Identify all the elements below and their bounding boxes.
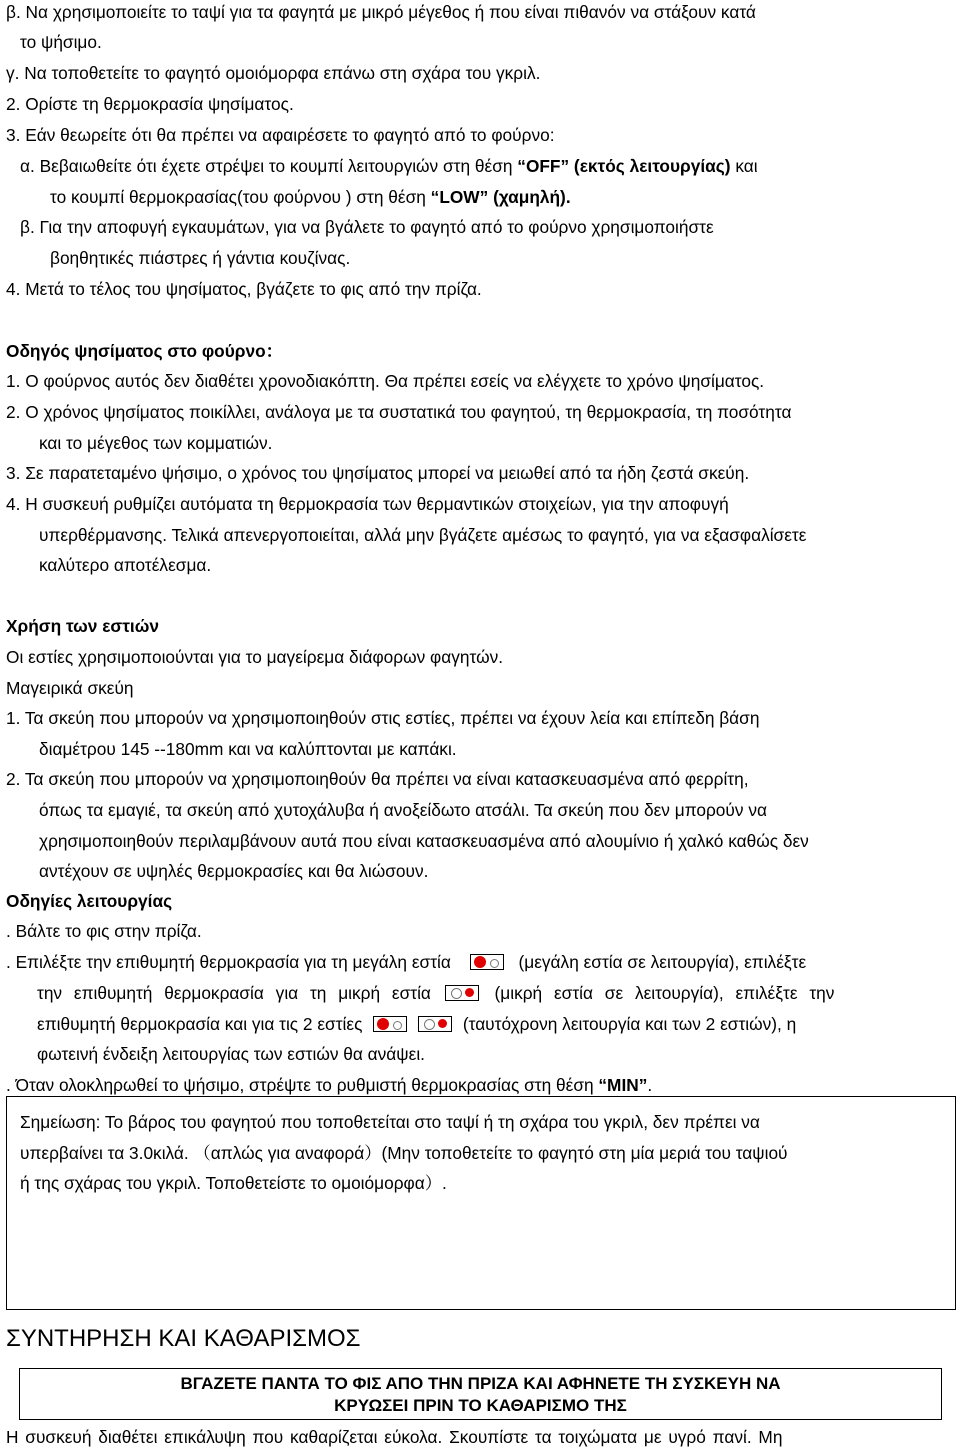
small-hob-icon xyxy=(418,1016,452,1032)
large-hob-icon xyxy=(373,1016,407,1032)
guide-item-4-line2: υπερθέρμανσης. Τελικά απενεργοποιείται, αλλά μην βγάζετε αμέσως το φαγητό, για να εξασφαλίσετε xyxy=(39,525,807,545)
small-hob-icon xyxy=(445,985,479,1001)
ops-step-3 xyxy=(6,1072,652,1098)
ops-step-1: . Βάλτε το φις στην πρίζα. xyxy=(6,921,202,941)
ops-step-2-line1 xyxy=(6,949,806,975)
text: την επιθυμητή θερμοκρασία για τη μικρή εστία xyxy=(37,983,431,1003)
cookware-2-line4: αντέχουν σε υψηλές θερμοκρασίες και θα λιώσουν. xyxy=(39,861,429,881)
small-hob-dot xyxy=(465,988,474,997)
guide-item-4-line3: καλύτερο αποτέλεσμα. xyxy=(39,555,212,575)
step-b-line2: το ψήσιμο. xyxy=(20,32,102,52)
text: (μικρή εστία σε λειτουργία), επιλέξτε την xyxy=(494,983,835,1003)
ops-step-2-line4: φωτεινή ένδειξη λειτουργίας των εστιών θα ανάψει. xyxy=(37,1044,425,1064)
note-line-2: υπερβαίνει τα 3.0κιλά. （απλώς για αναφορά）(Μην τοποθετείτε το φαγητό στη μία μεριά του ταψιού xyxy=(20,1143,788,1163)
cookware-label: Μαγειρικά σκεύη xyxy=(6,678,134,698)
guide-item-1: 1. Ο φούρνος αυτός δεν διαθέτει χρονοδιακόπτη. Θα πρέπει εσείς να ελέγχετε το χρόνο ψησίματος. xyxy=(6,371,765,391)
step-b-line1 xyxy=(6,0,958,25)
warning-box xyxy=(19,1368,942,1420)
warning-line-1: ΒΓΑΖΕΤΕ ΠΑΝΤΑ ΤΟ ΦΙΣ ΑΠΟ ΤΗΝ ΠΡΙΖΑ ΚΑΙ ΑΦΗΝΕΤΕ ΤΗ ΣΥΣΚΕΥΗ ΝΑ xyxy=(180,1374,781,1393)
maintenance-title: ΣΥΝΤΗΡΗΣΗ ΚΑΙ ΚΑΘΑΡΙΣΜΟΣ xyxy=(6,1325,361,1352)
large-hob-dot xyxy=(451,988,462,999)
cookware-2-line3: χρησιμοποιηθούν περιλαμβάνουν αυτά που είναι κατασκευασμένα από αλουμίνιο ή χαλκό καθώς δεν xyxy=(39,831,809,851)
low-label: “LOW” (χαμηλή). xyxy=(430,187,571,207)
text: . xyxy=(647,1075,653,1095)
large-hob-icon xyxy=(470,954,504,970)
text: . Όταν ολοκληρωθεί το ψήσιμο, στρέψτε το ρυθμιστή θερμοκρασίας στη θέση xyxy=(6,1075,599,1095)
guide-item-2-line2: και το μέγεθος των κομματιών. xyxy=(39,433,273,453)
step-b2-line2: βοηθητικές πιάστρες ή γάντια κουζίνας. xyxy=(50,248,351,268)
large-hob-dot xyxy=(377,1018,389,1030)
text: το κουμπί θερμοκρασίας(του φούρνου ) στη θέση xyxy=(50,187,431,207)
large-hob-dot xyxy=(424,1019,435,1030)
step-3: 3. Εάν θεωρείτε ότι θα πρέπει να αφαιρέσετε το φαγητό από το φούρνο: xyxy=(6,125,555,145)
ops-title: Οδηγίες λειτουργίας xyxy=(6,891,173,911)
warning-line-2: ΚΡΥΩΣΕΙ ΠΡΙΝ ΤΟ ΚΑΘΑΡΙΣΜΟ ΤΗΣ xyxy=(334,1396,627,1415)
small-hob-dot xyxy=(393,1021,402,1030)
guide-item-4-line1: 4. Η συσκευή ρυθμίζει αυτόματα τη θερμοκρασία των θερμαντικών στοιχείων, για την αποφυγή xyxy=(6,494,729,514)
step-b2-line1: β. Για την αποφυγή εγκαυμάτων, για να βγάλετε το φαγητό από το φούρνο χρησιμοποιήστε xyxy=(20,217,714,237)
off-label: “OFF” (εκτός λειτουργίας) xyxy=(517,156,731,176)
cookware-1-line2: διαμέτρου 145 --180mm και να καλύπτονται με καπάκι. xyxy=(39,739,457,759)
guide-item-2-line1: 2. Ο χρόνος ψησίματος ποικίλλει, ανάλογα με τα συστατικά του φαγητού, τη θερμοκρασία, τη ποσότητα xyxy=(6,402,792,422)
large-hob-dot xyxy=(474,956,486,968)
text: . Επιλέξτε την επιθυμητή θερμοκρασία για τη μεγάλη εστία xyxy=(6,952,451,972)
cookware-2-line2: όπως τα εμαγιέ, τα σκεύη από χυτοχάλυβα ή ανοξείδωτο ατσάλι. Τα σκεύη που δεν μπορούν να xyxy=(39,800,767,820)
step-4: 4. Μετά το τέλος του ψησίματος, βγάζετε το φις από την πρίζα. xyxy=(6,279,482,299)
small-hob-dot xyxy=(490,959,499,968)
ops-step-2-line3 xyxy=(37,1011,796,1037)
hobs-intro: Οι εστίες χρησιμοποιούνται για το μαγείρεμα διάφορων φαγητών. xyxy=(6,647,504,667)
maintenance-text: Η συσκευή διαθέτει επικάλυψη που καθαρίζεται εύκολα. Σκουπίστε τα τοιχώματα με υγρό πανί. Μη xyxy=(6,1427,783,1447)
text: (μεγάλη εστία σε λειτουργία), επιλέξτε xyxy=(518,952,807,972)
step-a-line2 xyxy=(50,184,571,210)
small-hob-dot xyxy=(438,1019,447,1028)
text: β. Να χρησιμοποιείτε το ταψί για τα φαγητά με μικρό μέγεθος ή που είναι πιθανόν να στάξουν κατά xyxy=(6,2,756,22)
guide-item-3: 3. Σε παρατεταμένο ψήσιμο, ο χρόνος του ψησίματος μπορεί να μειωθεί από τα ήδη ζεστά σκεύη. xyxy=(6,463,750,483)
step-c: γ. Να τοποθετείτε το φαγητό ομοιόμορφα επάνω στη σχάρα του γκριλ. xyxy=(6,63,541,83)
cookware-2-line1: 2. Τα σκεύη που μπορούν να χρησιμοποιηθούν θα πρέπει να είναι κατασκευασμένα από φερρίτη, xyxy=(6,769,749,789)
min-label: “MIN” xyxy=(598,1075,648,1095)
text: (ταυτόχρονη λειτουργία και των 2 εστιών), η xyxy=(462,1014,797,1034)
guide-title: Οδηγός ψησίματος στο φούρνο： xyxy=(6,341,283,361)
cookware-1-line1: 1. Τα σκεύη που μπορούν να χρησιμοποιηθούν στις εστίες, πρέπει να έχουν λεία και επίπεδη βάση xyxy=(6,708,760,728)
note-line-1: Σημείωση: Το βάρος του φαγητού που τοποθετείται στο ταψί ή τη σχάρα του γκριλ, δεν πρέπει να xyxy=(20,1112,760,1132)
note-line-3: ή της σχάρας του γκριλ. Τοποθετείστε το ομοιόμορφα）. xyxy=(20,1173,447,1193)
hobs-title: Χρήση των εστιών xyxy=(6,616,159,636)
text: α. Βεβαιωθείτε ότι έχετε στρέψει το κουμπί λειτουργιών στη θέση xyxy=(20,156,518,176)
step-a-line1 xyxy=(20,153,758,179)
text: και xyxy=(730,156,758,176)
text: επιθυμητή θερμοκρασία και για τις 2 εστίες xyxy=(37,1014,363,1034)
ops-step-2-line2 xyxy=(37,980,834,1006)
step-2: 2. Ορίστε τη θερμοκρασία ψησίματος. xyxy=(6,94,294,114)
